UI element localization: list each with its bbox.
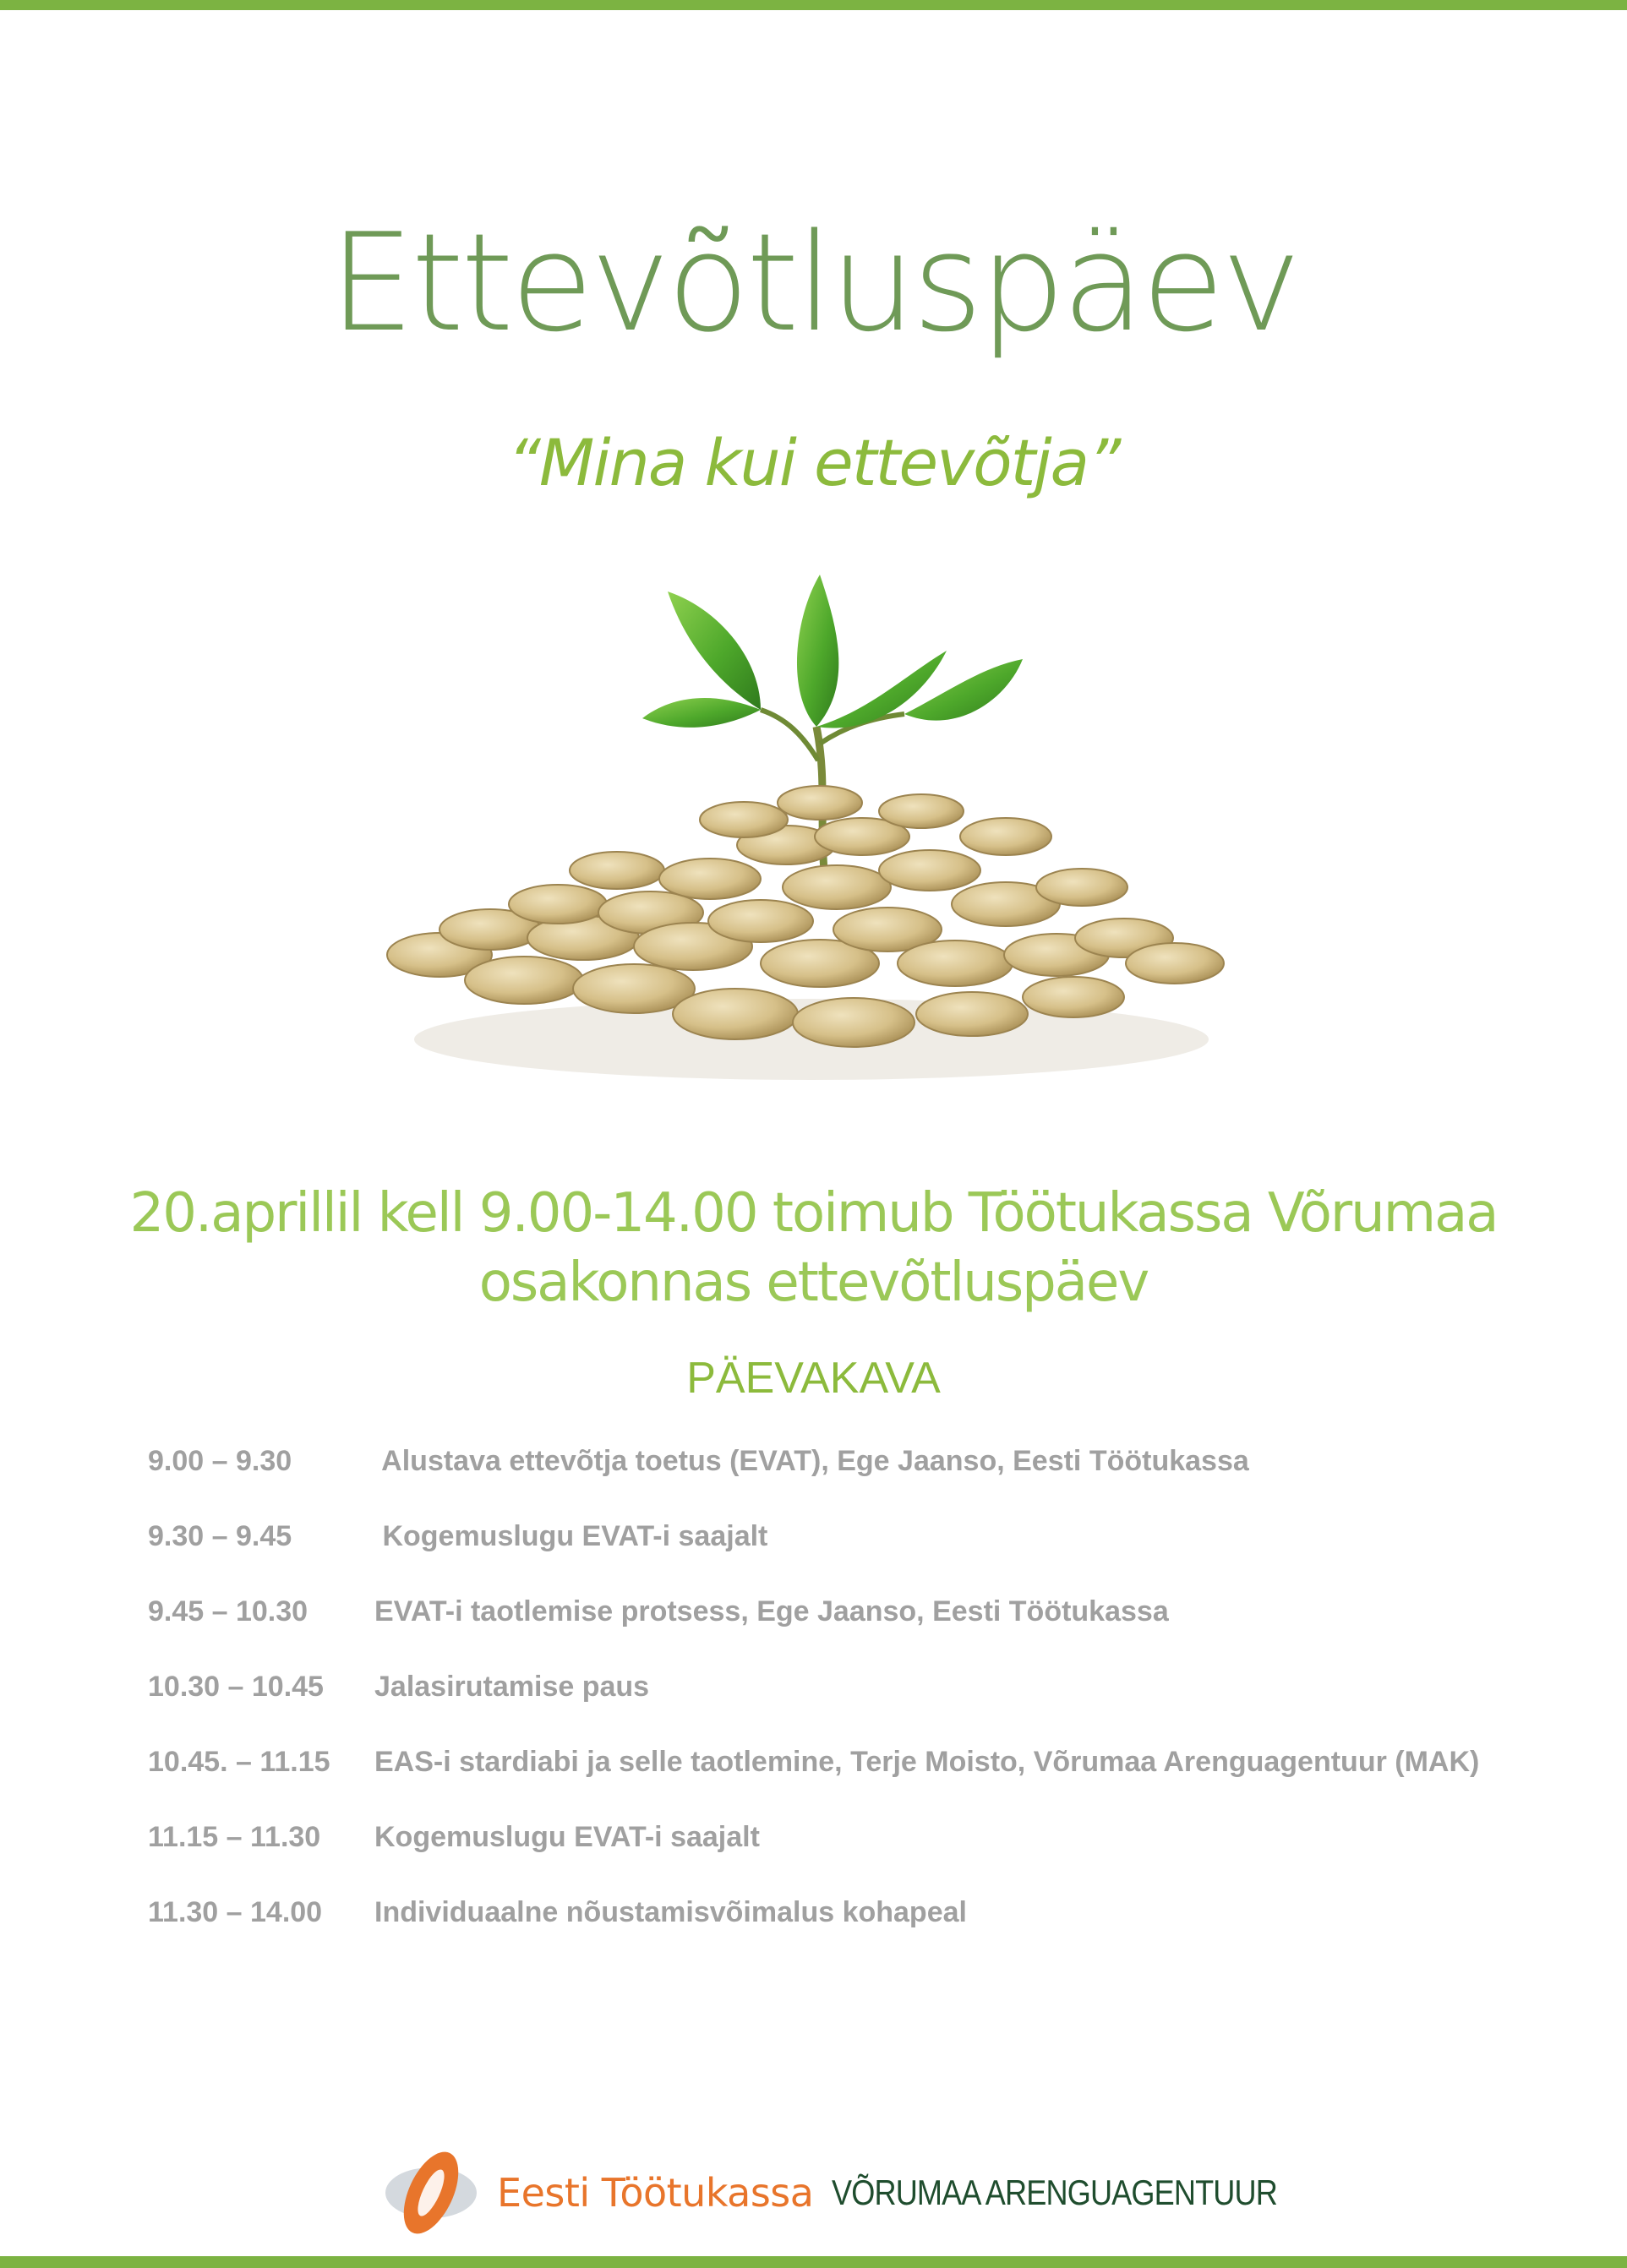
agenda-item: EVAT-i taotlemise protsess, Ege Jaanso, Eesti Töötukassa — [374, 1595, 1169, 1627]
seedling-on-coins-illustration — [363, 566, 1259, 1090]
agenda-time: 9.30 – 9.45 — [148, 1520, 292, 1552]
agenda-item: Individuaalne nõustamisvõimalus kohapeal — [374, 1896, 967, 1928]
headline-line-2: osakonnas ettevõtluspäev — [478, 1251, 1149, 1314]
headline-line-1: 20.aprillil kell 9.00-14.00 toimub Töötukassa Võrumaa — [129, 1182, 1498, 1245]
agenda-row — [148, 1445, 1585, 1520]
footer-logos — [380, 2142, 1310, 2243]
bottom-accent-bar — [0, 2256, 1627, 2268]
agenda-item: EAS-i stardiabi ja selle taotlemine, Terje Moisto, Võrumaa Arenguagentuur (MAK) — [374, 1746, 1480, 1778]
poster-title: Ettevõtluspäev — [329, 204, 1298, 362]
tootukassa-logo-icon — [380, 2142, 482, 2243]
agenda-item: Kogemuslugu EVAT-i saajalt — [374, 1520, 768, 1552]
vorumaa-logo-text: VÕRUMAA ARENGUAGENTUUR — [832, 2173, 1277, 2212]
agenda-time: 10.45. – 11.15 — [148, 1746, 330, 1778]
agenda-time: 10.30 – 10.45 — [148, 1671, 324, 1703]
top-accent-bar — [0, 0, 1627, 10]
agenda-row — [148, 1896, 1585, 1971]
tootukassa-logo — [380, 2142, 837, 2243]
agenda-row — [148, 1595, 1585, 1671]
agenda-row — [148, 1671, 1585, 1746]
agenda-item: Kogemuslugu EVAT-i saajalt — [374, 1821, 760, 1853]
agenda-time: 11.30 – 14.00 — [148, 1896, 323, 1928]
agenda-row — [148, 1746, 1585, 1821]
agenda-list — [148, 1445, 1585, 1971]
agenda-title: PÄEVAKAVA — [686, 1354, 941, 1403]
agenda-time: 9.00 – 9.30 — [148, 1445, 292, 1477]
event-headline — [101, 1179, 1526, 1317]
agenda-item: Alustava ettevõtja toetus (EVAT), Ege Jaanso, Eesti Töötukassa — [374, 1445, 1249, 1477]
agenda-time: 9.45 – 10.30 — [148, 1595, 308, 1627]
poster-subtitle: “Mina kui ettevõtja” — [507, 425, 1120, 500]
tootukassa-logo-text: Eesti Töötukassa — [497, 2170, 814, 2216]
agenda-row — [148, 1520, 1585, 1595]
agenda-time: 11.15 – 11.30 — [148, 1821, 321, 1853]
agenda-row — [148, 1821, 1585, 1896]
vorumaa-logo — [820, 2142, 1344, 2243]
agenda-item: Jalasirutamise paus — [374, 1671, 650, 1703]
